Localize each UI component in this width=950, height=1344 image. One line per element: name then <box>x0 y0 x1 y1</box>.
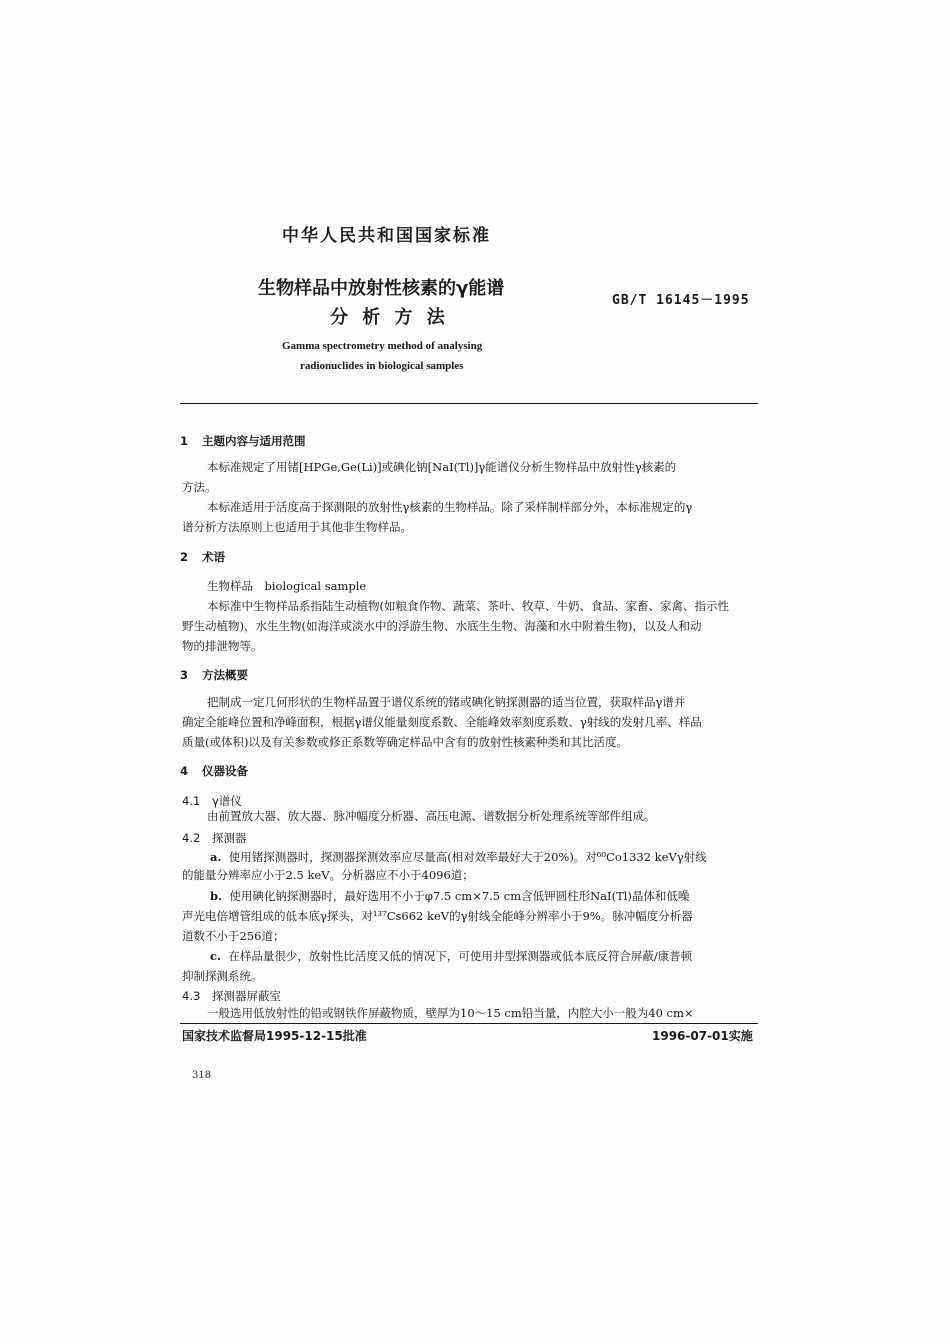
list-item-b <box>210 887 689 906</box>
paragraph-line: 本标准规定了用锗[HPGe,Ge(Li)]或碘化钠[NaI(Tl)]γ能谱仪分析生物样品中放射性γ核素的 <box>207 460 677 474</box>
standard-code: GB/T 16145－1995 <box>612 293 750 308</box>
subsection-4-2-heading <box>182 830 247 846</box>
paragraph-line: 野生动植物)，水生生物(如海洋或淡水中的浮游生物、水底生生物、海藻和水中附着生物)，以及人和动 <box>182 619 702 633</box>
section-number: 1 <box>180 434 189 448</box>
section-title: 主题内容与适用范围 <box>202 434 306 448</box>
section-number: 2 <box>180 550 189 564</box>
section-number: 4 <box>180 764 189 778</box>
subsection-title: γ谱仪 <box>212 794 242 808</box>
section-3-heading <box>180 667 248 683</box>
list-text: 在样品量很少，放射性比活度又低的情况下，可使用井型探测器或低本底反符合屏蔽/康普顿 <box>228 949 693 963</box>
title-line-2: 分 析 方 法 <box>330 307 449 328</box>
english-title-line-1: Gamma spectrometry method of analysing <box>282 340 483 352</box>
section-1-heading <box>180 433 306 449</box>
list-label: a. <box>210 850 222 864</box>
paragraph-line: 抑制探测系统。 <box>182 969 263 983</box>
subsection-title: 探测器 <box>212 831 247 845</box>
section-title: 术语 <box>202 550 225 564</box>
subsection-4-3-heading <box>182 988 281 1004</box>
header-rule <box>180 403 758 404</box>
paragraph-line: 确定全能峰位置和净峰面积，根据γ谱仪能量刻度系数、全能峰效率刻度系数、γ射线的发射几率、样品 <box>182 715 702 729</box>
list-text: 使用锗探测器时，探测器探测效率应尽量高(相对效率最好大于20%)。对⁶⁰Co1332 keVγ射线 <box>228 850 707 864</box>
list-label: c. <box>210 949 222 963</box>
implementation-date: 1996-07-01实施 <box>652 1029 753 1043</box>
paragraph-line: 本标准中生物样品系指陆生动植物(如粮食作物、蔬菜、茶叶、牧草、牛奶、食品、家畜、家禽、指示性 <box>207 599 729 613</box>
paragraph-line: 的能量分辨率应小于2.5 keV。分析器应不小于4096道； <box>182 868 474 882</box>
paragraph-line: 谱分析方法原则上也适用于其他非生物样品。 <box>182 520 412 534</box>
section-title: 仪器设备 <box>202 764 248 778</box>
page-number: 318 <box>192 1070 212 1081</box>
english-title-line-2: radionuclides in biological samples <box>300 360 464 372</box>
paragraph-line: 一般选用低放射性的铅或钢铁作屏蔽物质，壁厚为10～15 cm铅当量，内腔大小一般为40 cm× <box>207 1006 694 1020</box>
paragraph-line: 方法。 <box>182 480 217 494</box>
list-item-c <box>210 947 692 966</box>
term-entry: 生物样品 biological sample <box>207 579 367 593</box>
paragraph-line: 把制成一定几何形状的生物样品置于谱仪系统的锗或碘化钠探测器的适当位置，获取样品γ谱并 <box>207 695 686 709</box>
document-header: 中华人民共和国国家标准 <box>282 226 491 246</box>
list-item-a <box>210 848 707 867</box>
list-label: b. <box>210 889 223 903</box>
paragraph-line: 由前置放大器、放大器、脉冲幅度分析器、高压电源、谱数据分析处理系统等部件组成。 <box>207 809 656 823</box>
subsection-number: 4.2 <box>182 831 201 845</box>
paragraph-line: 质量(或体积)以及有关参数或修正系数等确定样品中含有的放射性核素种类和其比活度。 <box>182 735 628 749</box>
paragraph-line: 物的排泄物等。 <box>182 639 263 653</box>
subsection-number: 4.1 <box>182 794 201 808</box>
subsection-title: 探测器屏蔽室 <box>212 989 281 1003</box>
section-title: 方法概要 <box>202 668 248 682</box>
list-text: 使用碘化钠探测器时，最好选用不小于φ7.5 cm×7.5 cm含低钾圆柱形NaI(Tl)晶体和低噪 <box>229 889 690 903</box>
footer-rule <box>180 1023 758 1024</box>
paragraph-line: 本标准适用于活度高于探测限的放射性γ核素的生物样品。除了采样制样部分外，本标准规定的γ <box>207 500 693 514</box>
paragraph-line: 声光电倍增管组成的低本底γ探头，对¹³⁷Cs662 keV的γ射线全能峰分辨率小于9%。脉冲幅度分析器 <box>182 909 693 923</box>
title-line-1: 生物样品中放射性核素的γ能谱 <box>258 278 505 299</box>
section-2-heading <box>180 549 225 565</box>
section-4-heading <box>180 763 248 779</box>
section-number: 3 <box>180 668 189 682</box>
approval-date: 国家技术监督局1995-12-15批准 <box>182 1029 367 1043</box>
subsection-number: 4.3 <box>182 989 201 1003</box>
paragraph-line: 道数不小于256道； <box>182 929 285 943</box>
